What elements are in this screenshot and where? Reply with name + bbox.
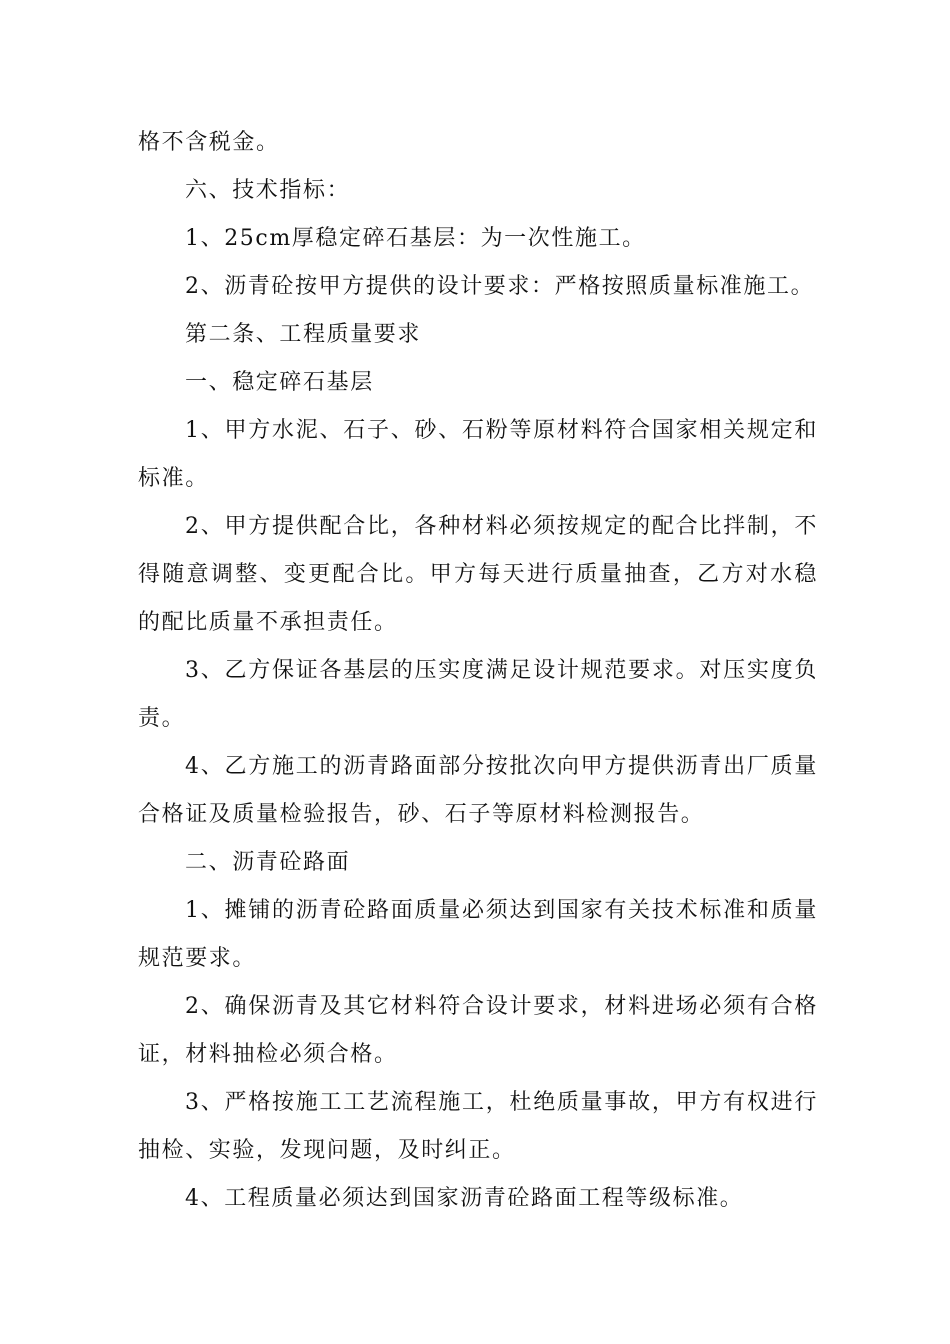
- heading-section-1: 一、稳定碎石基层: [185, 370, 374, 395]
- heading-section-2: 二、沥青砼路面: [185, 850, 351, 875]
- paragraph-indicator-1: 1、25cm厚稳定碎石基层：为一次性施工。: [185, 226, 646, 251]
- paragraph-base-3: 3、乙方保证各基层的压实度满足设计规范要求。对压实度负责。: [138, 658, 818, 731]
- document-body: [138, 119, 818, 1223]
- paragraph-base-1: 1、甲方水泥、石子、砂、石粉等原材料符合国家相关规定和标准。: [138, 418, 818, 491]
- paragraph-asphalt-2: 2、确保沥青及其它材料符合设计要求，材料进场必须有合格证，材料抽检必须合格。: [138, 994, 818, 1067]
- paragraph-asphalt-4: 4、工程质量必须达到国家沥青砼路面工程等级标准。: [185, 1186, 744, 1211]
- heading-article-2: 第二条、工程质量要求: [185, 322, 422, 347]
- paragraph-base-2: 2、甲方提供配合比，各种材料必须按规定的配合比拌制，不得随意调整、变更配合比。甲方每天进行质量抽查，乙方对水稳的配比质量不承担责任。: [138, 514, 818, 635]
- paragraph-asphalt-1: 1、摊铺的沥青砼路面质量必须达到国家有关技术标准和质量规范要求。: [138, 898, 818, 971]
- paragraph-indicator-2: 2、沥青砼按甲方提供的设计要求：严格按照质量标准施工。: [185, 274, 815, 299]
- heading-technical-indicators: 六、技术指标：: [185, 178, 351, 203]
- paragraph-tax-note: 格不含税金。: [138, 130, 280, 155]
- paragraph-base-4: 4、乙方施工的沥青路面部分按批次向甲方提供沥青出厂质量合格证及质量检验报告，砂、石子等原材料检测报告。: [138, 754, 818, 827]
- paragraph-asphalt-3: 3、严格按施工工艺流程施工，杜绝质量事故，甲方有权进行抽检、实验，发现问题，及时纠正。: [138, 1090, 818, 1163]
